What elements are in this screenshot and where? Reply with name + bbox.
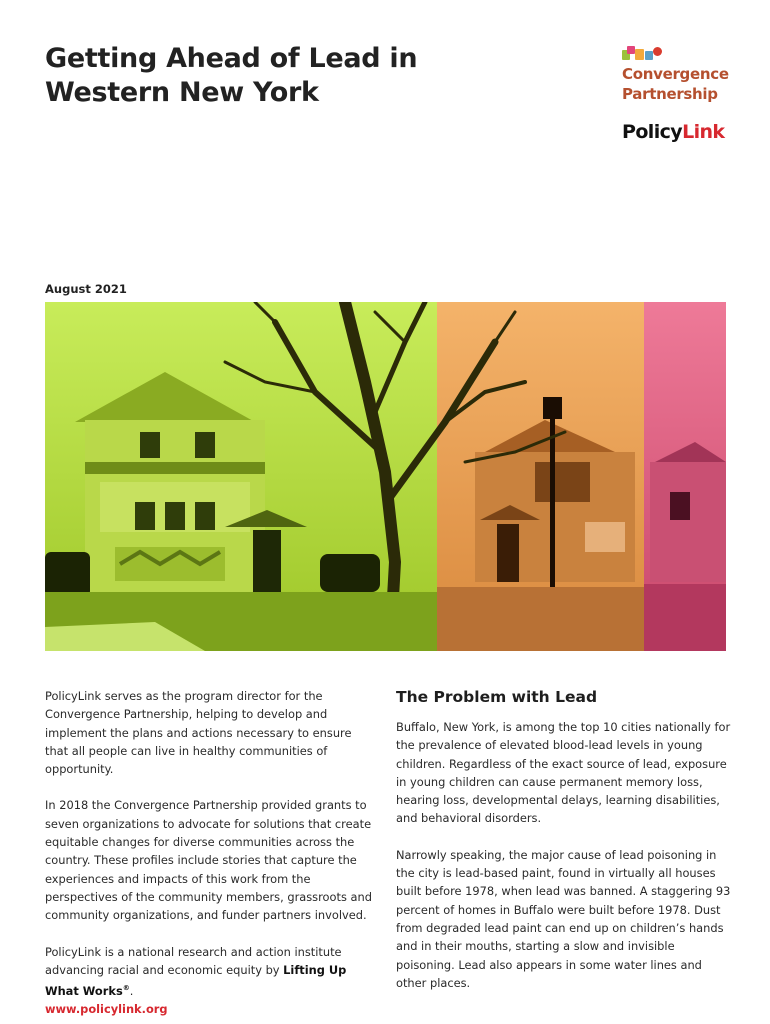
intro-paragraph: PolicyLink serves as the program director for the Convergence Partnership, helping to develop and implement the plans and actions necessary to ensure that all people can live in healthy communities of opportunity. (45, 689, 352, 777)
convergence-mark-icon (622, 44, 666, 60)
convergence-partnership-logo: Convergence Partnership (622, 65, 729, 103)
title-line-2: Western New York (45, 77, 319, 108)
logo-block (622, 44, 762, 143)
lifting-up-what-works-text: Lifting Up What Works (45, 962, 347, 998)
problem-paragraph-2: Narrowly speaking, the major cause of lead poisoning in the city is lead-based paint, found in virtually all houses built before 1978, when lead was banned. A staggering 93 percent of homes in Buffalo were built before 1978. Dust from degraded lead paint can end up on children’s hands and in their mouths, starting a slow and invisible poisoning. Lead also appears in some water lines and other places. (396, 847, 731, 990)
right-column (396, 687, 732, 1010)
section-heading: The Problem with Lead (396, 688, 598, 706)
policylink-logo: PolicyLink (622, 121, 725, 143)
about-paragraph: PolicyLink is a national research and action institute advancing racial and economic equity by Lifting Up What Works®. www.policylink.org (45, 944, 347, 1017)
cover-photo (45, 302, 726, 651)
page-title (45, 42, 425, 110)
publication-date: August 2021 (45, 282, 127, 296)
policylink-website-link[interactable]: www.policylink.org (45, 1002, 168, 1017)
house-right (650, 442, 726, 582)
problem-paragraph-1: Buffalo, New York, is among the top 10 cities nationally for the prevalence of elevated blood-lead levels in young children. Regardless of the exact source of lead, exposure in young children can cause permanent memory loss, hearing loss, developmental delays, learning disabilities, and behavioral disorders. (396, 720, 731, 826)
title-line-1: Getting Ahead of Lead in (45, 43, 418, 74)
grants-paragraph: In 2018 the Convergence Partnership provided grants to seven organizations to advocate for solutions that create equitable changes for diverse communities across the country. These profiles include stories that capture the experiences and impacts of this work from the perspectives of the community members, grassroots and community organizations, and funder partners involved. (45, 798, 372, 923)
left-column (45, 687, 378, 1019)
